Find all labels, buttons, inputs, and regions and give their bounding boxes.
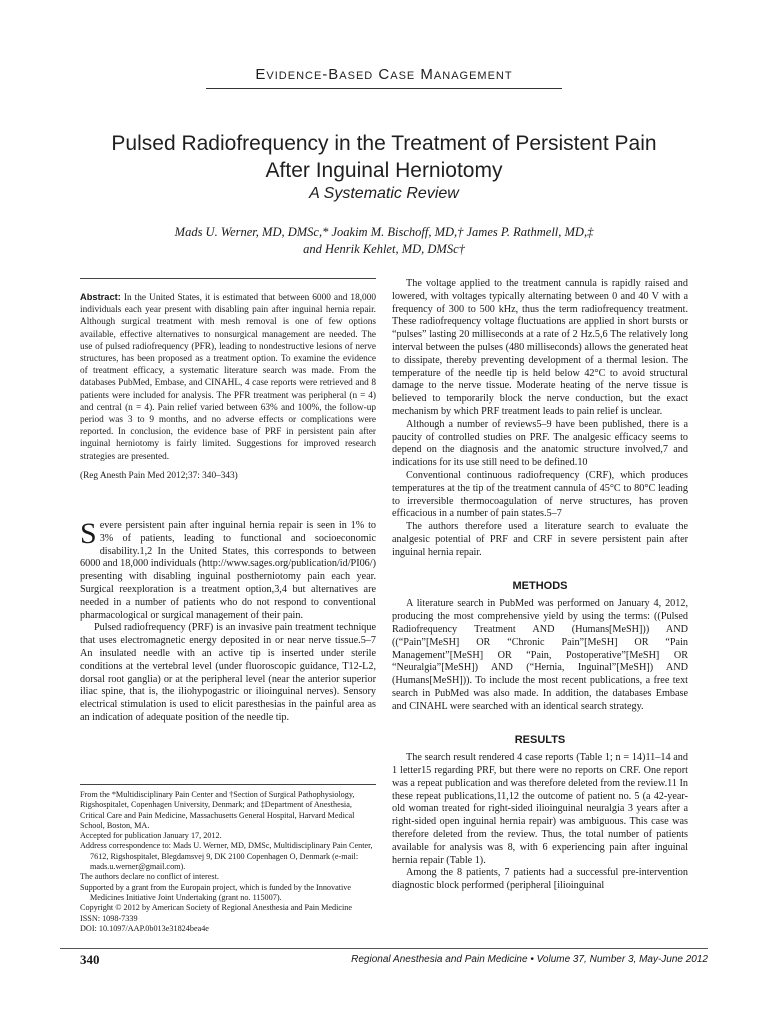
reviews-paragraph: Although a number of reviews5–9 have been published, there is a paucity of controlled studies on PRF. The analgesic efficacy seems to depend on the diagnosis and the anatomic structure involved,7 and indications for its use still need to be defined.10 xyxy=(392,418,688,469)
footnote-issn: ISSN: 1098-7339 xyxy=(80,913,138,923)
left-body xyxy=(80,517,376,725)
footnote-address: Address correspondence to: Mads U. Werner, MD, DMSc, Multidisciplinary Pain Center, 7612, Rigshospitalet, Blegdamsvej 9, DK 2100 Copenhagen O, Denmark (e-mail: mads.u.werner@gmail.com). xyxy=(80,841,373,872)
page-number: 340 xyxy=(80,952,100,967)
results-heading: RESULTS xyxy=(514,733,566,746)
journal-footer: Regional Anesthesia and Pain Medicine • Volume 37, Number 3, May-June 2012 xyxy=(351,954,708,965)
header-rule xyxy=(206,88,562,89)
footnote-accepted: Accepted for publication January 17, 2012. xyxy=(80,831,222,841)
authors-line-2: and Henrik Kehlet, MD, DMSc† xyxy=(303,242,465,256)
drop-cap: S xyxy=(80,517,97,550)
footnote-support: Supported by a grant from the Europain project, which is funded by the Innovative Medicines Initiative Joint Undertaking (grant no. 115007). xyxy=(80,882,352,902)
results-paragraph-2: Among the 8 patients, 7 patients had a successful pre-intervention diagnostic block performed (peripheral [ilioinguinal xyxy=(392,867,688,892)
crf-paragraph: Conventional continuous radiofrequency (CRF), which produces temperatures at the tip of the treatment cannula of 45°C to 80°C leading to irreversible thermocoagulation of nerve structures, has proven efficacious in a number of pain states.5–7 xyxy=(392,469,688,520)
abstract xyxy=(80,291,376,463)
methods-heading: METHODS xyxy=(512,579,568,592)
title-line-2: After Inguinal Herniotomy xyxy=(265,159,503,182)
aim-paragraph: The authors therefore used a literature search to evaluate the analgesic potential of PRF and CRF in severe persistent pain after inguinal hernia repair. xyxy=(392,521,688,558)
author-list xyxy=(80,224,688,258)
article-subtitle: A Systematic Review xyxy=(309,185,459,202)
results-paragraph-1: The search result rendered 4 case reports (Table 1; n = 14)11–14 and 1 letter15 regarding PRF, but there were no reports on CRF. One report was a repeat publication and was therefore deleted from the review.11 In these repeat publications,11,12 the outcome of patient no. 5 (a 42-year-old woman treated for right-sided ilioinguinal neuralgia 3 years after a right-sided open inguinal hernia repair) was ambiguous. This case was therefore deleted from the review. Thus, the total number of patients available for analysis was 8, with 6 experiencing pain after inguinal hernia repair (Table 1). xyxy=(392,752,688,866)
footnotes xyxy=(80,784,376,934)
right-body xyxy=(392,278,688,893)
title-line-1: Pulsed Radiofrequency in the Treatment of Persistent Pain xyxy=(111,132,657,155)
methods-paragraph: A literature search in PubMed was performed on January 4, 2012, producing the most comprehensive yield by using the terms: ((Pulsed Radiofrequency Treatment AND (Humans[MeSH])) AND ((“Pain”[MeSH] OR “Chronic Pain”[MeSH] OR “Pain Management”[MeSH] OR “Pain, Postoperative”[MeSH] OR “Neuralgia”[MeSH]) AND (“Hernia, Inguinal”[MeSH]) AND (Humans[MeSH])). To include the most recent publications, a free text search in PubMed was also made. In addition, the databases Embase and CINAHL were searched with an identical search strategy. xyxy=(392,598,688,712)
article-title xyxy=(60,130,708,184)
footnote-copyright: Copyright © 2012 by American Society of Regional Anesthesia and Pain Medicine xyxy=(80,903,353,913)
prf-paragraph: Pulsed radiofrequency (PRF) is an invasive pain treatment technique that uses electromagnetic energy deposited in or near nerve tissue.5–7 An insulated needle with an active tip is inserted under sterile conditions at the vertebral level (under fluoroscopic guidance, T12-L2, dorsal root ganglia) or at the peripheral level (near the anterior superior iliac spine, that is, the iliohypogastric or ilioinguinal nerves). Sensory electrical stimulation is used to elicit paresthesias in the painful area as an indication of adequate position of the needle tip. xyxy=(80,622,376,723)
voltage-paragraph: The voltage applied to the treatment cannula is rapidly raised and lowered, with voltages typically alternating between 0 and 40 V with a frequency of 300 to 500 kHz, thus the term radiofrequency treatment. These radiofrequency voltage fluctuations are applied in short bursts or “pulses” lasting 20 milliseconds at a rate of 2 Hz.5,6 The relatively long interval between the pulses (480 milliseconds) allows the generated heat to dissipate, thereby preventing development of a thermal lesion. The temperature of the needle tip is held below 42°C to avoid structural damage to the nerve tissue. Moderate heating of the nerve tissue is believed to temporarily block the nerve conduction, but the exact mechanism by which PRF treatment leads to pain relief is unclear. xyxy=(392,278,688,417)
intro-paragraph xyxy=(80,517,376,622)
abstract-citation: (Reg Anesth Pain Med 2012;37: 340–343) xyxy=(80,470,238,481)
abstract-label: Abstract: xyxy=(80,292,121,302)
footnote-doi: DOI: 10.1097/AAP.0b013e31824bea4e xyxy=(80,923,209,933)
authors-line-1: Mads U. Werner, MD, DMSc,* Joakim M. Bischoff, MD,† James P. Rathmell, MD,‡ xyxy=(174,225,594,239)
abstract-text: In the United States, it is estimated that between 6000 and 18,000 individuals each year present with disabling pain after inguinal hernia repair. Although surgical treatment with mesh removal is one of few options available, effective alternatives to nonsurgical management are needed. The use of pulsed radiofrequency (PFR), leading to nondestructive lesions of nerve structures, has been proposed as a treatment option. To examine the evidence of treatment efficacy, a systematic literature search was made. From the databases PubMed, Embase, and CINAHL, 4 case reports were retrieved and 8 patients were included for analysis. The PFR treatment was peripheral (n = 4) and central (n = 4). Pain relief varied between 63% and 100%, the follow-up period was 3 to 9 months, and no adverse effects or complications were reported. In conclusion, the evidence base of PRF in persistent pain after inguinal herniotomy is fairly limited. Suggestions for improved research strategies are presented. xyxy=(80,293,376,462)
footnote-affiliations: From the *Multidisciplinary Pain Center and †Section of Surgical Pathophysiology, Rigshospitalet, Copenhagen University, Denmark; and ‡Department of Anesthesia, Critical Care and Pain Medicine, Massachusetts General Hospital, Harvard Medical School, Boston, MA. xyxy=(80,790,355,830)
section-header: Evidence-Based Case Management xyxy=(255,66,513,83)
footnote-conflict: The authors declare no conflict of interest. xyxy=(80,872,219,882)
abstract-section xyxy=(80,278,376,482)
intro-text: evere persistent pain after inguinal hernia repair is seen in 1% to 3% of patients, leading to functional and socioeconomic disability.1,2 In the United States, this corresponds to between 6000 and 18,000 individuals (http://www.sages.org/publication/id/PI06/) presenting with disabling inguinal postherniotomy pain each year. Surgical reexploration is a treatment option,3,4 but alternatives are needed in a number of patients who do not respond to conventional pharmacological or surgical management of their pain. xyxy=(80,520,376,621)
footer-rule xyxy=(60,948,708,949)
